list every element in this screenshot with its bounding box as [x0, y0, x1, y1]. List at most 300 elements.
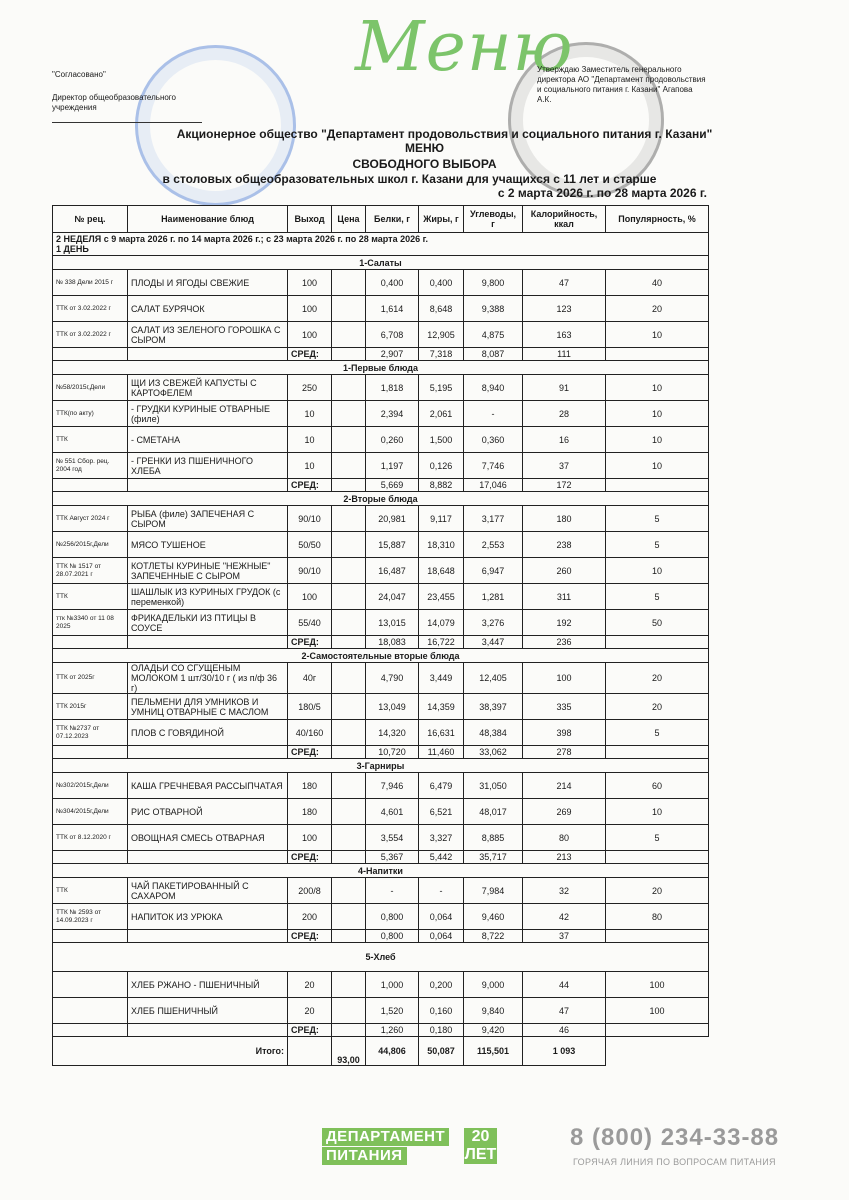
average-row	[53, 851, 709, 864]
popularity: 20	[606, 663, 709, 694]
fat: 0,160	[419, 998, 464, 1024]
week-label	[53, 233, 709, 256]
portion: 200/8	[288, 878, 332, 904]
document-title: МЕНЮ	[404, 141, 445, 155]
dish-name: САЛАТ ИЗ ЗЕЛЕНОГО ГОРОШКА С СЫРОМ	[128, 322, 288, 348]
average-protein: 18,083	[366, 636, 419, 649]
section-title: 3-Гарниры	[53, 759, 709, 773]
average-label: СРЕД:	[288, 479, 332, 492]
average-calories: 213	[523, 851, 606, 864]
average-fat: 16,722	[419, 636, 464, 649]
protein: -	[366, 878, 419, 904]
carbs: 9,800	[464, 270, 523, 296]
table-header-row	[53, 206, 709, 233]
average-label: СРЕД:	[288, 851, 332, 864]
portion: 10	[288, 427, 332, 453]
portion: 55/40	[288, 610, 332, 636]
protein: 16,487	[366, 558, 419, 584]
fat: -	[419, 878, 464, 904]
protein: 1,197	[366, 453, 419, 479]
popularity: 20	[606, 878, 709, 904]
portion: 90/10	[288, 558, 332, 584]
dish-name: САЛАТ БУРЯЧОК	[128, 296, 288, 322]
protein: 0,400	[366, 270, 419, 296]
average-row	[53, 930, 709, 943]
dish-name: РИС ОТВАРНОЙ	[128, 799, 288, 825]
total-fat: 50,087	[419, 1037, 464, 1066]
portion: 100	[288, 584, 332, 610]
popularity: 5	[606, 532, 709, 558]
carbs: 8,885	[464, 825, 523, 851]
carbs: 2,553	[464, 532, 523, 558]
approval-right	[537, 65, 707, 105]
empty-cell	[128, 1024, 288, 1037]
empty-cell	[332, 348, 366, 361]
popularity: 80	[606, 904, 709, 930]
section-row	[53, 361, 709, 375]
calories: 47	[523, 998, 606, 1024]
protein: 1,520	[366, 998, 419, 1024]
recipe-number: №304/2015г,Дели	[53, 799, 128, 825]
fat: 3,327	[419, 825, 464, 851]
recipe-number: №58/2015г,Дели	[53, 375, 128, 401]
calories: 335	[523, 694, 606, 720]
dish-name: - ГРЕНКИ ИЗ ПШЕНИЧНОГО ХЛЕБА	[128, 453, 288, 479]
protein: 2,394	[366, 401, 419, 427]
hotline-phone: 8 (800) 234-33-88	[570, 1124, 780, 1151]
recipe-number: ТТК № 1517 от 28.07.2021 г	[53, 558, 128, 584]
popularity: 20	[606, 296, 709, 322]
empty-cell	[332, 636, 366, 649]
price	[332, 972, 366, 998]
price	[332, 998, 366, 1024]
portion: 180	[288, 799, 332, 825]
carbs: 7,746	[464, 453, 523, 479]
table-row	[53, 663, 709, 694]
empty-cell	[128, 746, 288, 759]
protein: 15,887	[366, 532, 419, 558]
table-row	[53, 584, 709, 610]
empty-cell	[128, 851, 288, 864]
carbs: 1,281	[464, 584, 523, 610]
recipe-number: ТТК 2015г	[53, 694, 128, 720]
carbs: 4,875	[464, 322, 523, 348]
dish-name: - ГРУДКИ КУРИНЫЕ ОТВАРНЫЕ (филе)	[128, 401, 288, 427]
price	[332, 904, 366, 930]
price	[332, 453, 366, 479]
empty-cell	[53, 1024, 128, 1037]
price	[332, 322, 366, 348]
logo-line-1: ДЕПАРТАМЕНТ	[322, 1128, 449, 1146]
carbs: 31,050	[464, 773, 523, 799]
recipe-number: №256/2015г,Дели	[53, 532, 128, 558]
price	[332, 694, 366, 720]
dish-name: НАПИТОК ИЗ УРЮКА	[128, 904, 288, 930]
average-row	[53, 636, 709, 649]
average-label: СРЕД:	[288, 348, 332, 361]
approval-label: "Согласовано"	[52, 70, 106, 79]
price	[332, 270, 366, 296]
table-row	[53, 799, 709, 825]
portion: 100	[288, 825, 332, 851]
protein: 1,614	[366, 296, 419, 322]
table-row	[53, 296, 709, 322]
empty-cell	[332, 930, 366, 943]
recipe-number: ТТК(по акту)	[53, 401, 128, 427]
empty-cell	[332, 851, 366, 864]
recipe-number: ТТК от 3.02.2022 г	[53, 322, 128, 348]
calories: 100	[523, 663, 606, 694]
logo-line-2: ПИТАНИЯ	[322, 1147, 407, 1165]
portion: 20	[288, 972, 332, 998]
table-row	[53, 375, 709, 401]
average-calories: 172	[523, 479, 606, 492]
empty-cell	[606, 479, 709, 492]
empty-cell	[606, 851, 709, 864]
fat: 18,648	[419, 558, 464, 584]
portion: 250	[288, 375, 332, 401]
fat: 3,449	[419, 663, 464, 694]
portion: 100	[288, 270, 332, 296]
signature-line	[52, 122, 202, 123]
section-title: 4-Напитки	[53, 864, 709, 878]
price	[332, 610, 366, 636]
empty-cell	[53, 930, 128, 943]
empty-cell	[606, 930, 709, 943]
popularity: 10	[606, 322, 709, 348]
table-row	[53, 998, 709, 1024]
fat: 5,195	[419, 375, 464, 401]
average-row	[53, 479, 709, 492]
average-calories: 46	[523, 1024, 606, 1037]
section-row	[53, 492, 709, 506]
price	[332, 532, 366, 558]
fat: 1,500	[419, 427, 464, 453]
price	[332, 720, 366, 746]
dish-name: - СМЕТАНА	[128, 427, 288, 453]
popularity: 10	[606, 427, 709, 453]
table-row	[53, 972, 709, 998]
column-header: Углеводы, г	[464, 206, 523, 233]
popularity: 10	[606, 401, 709, 427]
calories: 91	[523, 375, 606, 401]
calories: 269	[523, 799, 606, 825]
popularity: 40	[606, 270, 709, 296]
total-kcal: 1 093	[523, 1037, 606, 1066]
carbs: 9,460	[464, 904, 523, 930]
average-carbs: 17,046	[464, 479, 523, 492]
table-row	[53, 720, 709, 746]
carbs: 9,840	[464, 998, 523, 1024]
fat: 12,905	[419, 322, 464, 348]
protein: 7,946	[366, 773, 419, 799]
carbs: 48,017	[464, 799, 523, 825]
average-protein: 0,800	[366, 930, 419, 943]
document-audience: в столовых общеобразовательных школ г. Казани для учащихся с 11 лет и старше	[162, 172, 657, 186]
empty-cell	[332, 1024, 366, 1037]
calories: 16	[523, 427, 606, 453]
dish-name: ПЕЛЬМЕНИ ДЛЯ УМНИКОВ И УМНИЦ ОТВАРНЫЕ С МАСЛОМ	[128, 694, 288, 720]
table-row	[53, 878, 709, 904]
popularity: 100	[606, 998, 709, 1024]
recipe-number: № 551 Сбор. рец. 2004 год	[53, 453, 128, 479]
table-row	[53, 558, 709, 584]
protein: 24,047	[366, 584, 419, 610]
recipe-number	[53, 998, 128, 1024]
portion: 90/10	[288, 506, 332, 532]
empty-cell	[288, 1037, 332, 1066]
section-row	[53, 256, 709, 270]
average-protein: 1,260	[366, 1024, 419, 1037]
average-carbs: 3,447	[464, 636, 523, 649]
carbs: 3,177	[464, 506, 523, 532]
fat: 0,400	[419, 270, 464, 296]
average-protein: 2,907	[366, 348, 419, 361]
fat: 6,521	[419, 799, 464, 825]
empty-cell	[332, 746, 366, 759]
empty-cell	[606, 636, 709, 649]
dish-name: МЯСО ТУШЕНОЕ	[128, 532, 288, 558]
approval-right-name: Агапова А.К.	[537, 85, 693, 104]
average-row	[53, 746, 709, 759]
average-fat: 0,064	[419, 930, 464, 943]
logo-badge: 20 ЛЕТ	[464, 1128, 497, 1163]
dish-name: ЧАЙ ПАКЕТИРОВАННЫЙ С САХАРОМ	[128, 878, 288, 904]
column-header: Калорийность, ккал	[523, 206, 606, 233]
recipe-number: №302/2015г,Дели	[53, 773, 128, 799]
average-label: СРЕД:	[288, 636, 332, 649]
calories: 192	[523, 610, 606, 636]
average-fat: 7,318	[419, 348, 464, 361]
recipe-number: ТТК № 2593 от 14.09.2023 г	[53, 904, 128, 930]
portion: 180	[288, 773, 332, 799]
protein: 13,015	[366, 610, 419, 636]
column-header: Популярность, %	[606, 206, 709, 233]
protein: 4,790	[366, 663, 419, 694]
dish-name: ШАШЛЫК ИЗ КУРИНЫХ ГРУДОК (с переменкой)	[128, 584, 288, 610]
section-row	[53, 759, 709, 773]
average-calories: 278	[523, 746, 606, 759]
dish-name: ОВОЩНАЯ СМЕСЬ ОТВАРНАЯ	[128, 825, 288, 851]
table-row	[53, 610, 709, 636]
portion: 50/50	[288, 532, 332, 558]
portion: 200	[288, 904, 332, 930]
fat: 2,061	[419, 401, 464, 427]
recipe-number: ТТК	[53, 878, 128, 904]
portion: 10	[288, 401, 332, 427]
total-row	[53, 1037, 709, 1066]
calories: 238	[523, 532, 606, 558]
table-row	[53, 904, 709, 930]
recipe-number: ТТК	[53, 427, 128, 453]
price	[332, 799, 366, 825]
fat: 8,648	[419, 296, 464, 322]
column-header: Цена	[332, 206, 366, 233]
empty-cell	[128, 348, 288, 361]
dish-name: ХЛЕБ ПШЕНИЧНЫЙ	[128, 998, 288, 1024]
recipe-number: № 338 Дели 2015 г	[53, 270, 128, 296]
day-label: 1 ДЕНЬ	[56, 244, 89, 254]
section-row	[53, 943, 709, 972]
calories: 311	[523, 584, 606, 610]
recipe-number	[53, 972, 128, 998]
total-label: Итого:	[53, 1037, 288, 1066]
fat: 9,117	[419, 506, 464, 532]
portion: 100	[288, 296, 332, 322]
dish-name: КОТЛЕТЫ КУРИНЫЕ "НЕЖНЫЕ" ЗАПЕЧЕННЫЕ С СЫРОМ	[128, 558, 288, 584]
empty-cell	[606, 348, 709, 361]
carbs: 48,384	[464, 720, 523, 746]
column-header: Выход	[288, 206, 332, 233]
recipe-number: ттк №3340 от 11 08 2025	[53, 610, 128, 636]
calories: 163	[523, 322, 606, 348]
week-text: 2 НЕДЕЛЯ с 9 марта 2026 г. по 14 марта 2026 г.; с 23 марта 2026 г. по 28 марта 2026 г.	[56, 234, 428, 244]
recipe-number: ТТК Август 2024 г	[53, 506, 128, 532]
protein: 14,320	[366, 720, 419, 746]
empty-cell	[53, 479, 128, 492]
dish-name: ПЛОВ С ГОВЯДИНОЙ	[128, 720, 288, 746]
total-carbs: 115,501	[464, 1037, 523, 1066]
fat: 0,064	[419, 904, 464, 930]
empty-cell	[606, 1024, 709, 1037]
portion: 10	[288, 453, 332, 479]
carbs: 9,000	[464, 972, 523, 998]
section-title: 1-Салаты	[53, 256, 709, 270]
popularity: 10	[606, 453, 709, 479]
calories: 260	[523, 558, 606, 584]
protein: 0,260	[366, 427, 419, 453]
table-row	[53, 694, 709, 720]
calories: 42	[523, 904, 606, 930]
approval-position: Директор общеобразовательного учреждения	[52, 93, 176, 112]
table-row	[53, 270, 709, 296]
protein: 20,981	[366, 506, 419, 532]
average-carbs: 33,062	[464, 746, 523, 759]
total-protein: 44,806	[366, 1037, 419, 1066]
department-logo	[322, 1128, 497, 1166]
fat: 0,126	[419, 453, 464, 479]
carbs: 9,388	[464, 296, 523, 322]
carbs: -	[464, 401, 523, 427]
fat: 18,310	[419, 532, 464, 558]
average-row	[53, 348, 709, 361]
average-label: СРЕД:	[288, 930, 332, 943]
dish-name: ФРИКАДЕЛЬКИ ИЗ ПТИЦЫ В СОУСЕ	[128, 610, 288, 636]
empty-cell	[128, 479, 288, 492]
carbs: 6,947	[464, 558, 523, 584]
empty-cell	[128, 636, 288, 649]
popularity: 10	[606, 375, 709, 401]
dish-name: КАША ГРЕЧНЕВАЯ РАССЫПЧАТАЯ	[128, 773, 288, 799]
organization-name: Акционерное общество "Департамент продовольствия и социального питания г. Казани"	[176, 127, 713, 141]
section-title: 5-Хлеб	[53, 943, 709, 972]
week-row	[53, 233, 709, 256]
popularity: 5	[606, 825, 709, 851]
average-carbs: 8,087	[464, 348, 523, 361]
fat: 14,359	[419, 694, 464, 720]
carbs: 8,940	[464, 375, 523, 401]
section-row	[53, 649, 709, 663]
price	[332, 584, 366, 610]
dish-name: ХЛЕБ РЖАНО - ПШЕНИЧНЫЙ	[128, 972, 288, 998]
recipe-number: ТТК №2737 от 07.12.2023	[53, 720, 128, 746]
document-subtitle: СВОБОДНОГО ВЫБОРА	[352, 157, 497, 171]
popularity: 5	[606, 506, 709, 532]
price	[332, 878, 366, 904]
section-title: 2-Вторые блюда	[53, 492, 709, 506]
average-calories: 37	[523, 930, 606, 943]
average-carbs: 8,722	[464, 930, 523, 943]
table-row	[53, 322, 709, 348]
average-carbs: 9,420	[464, 1024, 523, 1037]
table-row	[53, 453, 709, 479]
portion: 40г	[288, 663, 332, 694]
fat: 16,631	[419, 720, 464, 746]
average-calories: 111	[523, 348, 606, 361]
dish-name: РЫБА (филе) ЗАПЕЧЕНАЯ С СЫРОМ	[128, 506, 288, 532]
protein: 4,601	[366, 799, 419, 825]
recipe-number: ТТК от 3.02.2022 г	[53, 296, 128, 322]
popularity: 60	[606, 773, 709, 799]
calories: 47	[523, 270, 606, 296]
section-title: 2-Самостоятельные вторые блюда	[53, 649, 709, 663]
carbs: 7,984	[464, 878, 523, 904]
average-protein: 10,720	[366, 746, 419, 759]
recipe-number: ТТК от 2025г	[53, 663, 128, 694]
table-row	[53, 401, 709, 427]
empty-cell	[332, 479, 366, 492]
table-row	[53, 506, 709, 532]
empty-cell	[53, 348, 128, 361]
table-row	[53, 773, 709, 799]
calories: 123	[523, 296, 606, 322]
section-row	[53, 864, 709, 878]
calories: 32	[523, 878, 606, 904]
protein: 1,818	[366, 375, 419, 401]
carbs: 3,276	[464, 610, 523, 636]
fat: 23,455	[419, 584, 464, 610]
dish-name: ПЛОДЫ И ЯГОДЫ СВЕЖИЕ	[128, 270, 288, 296]
carbs: 0,360	[464, 427, 523, 453]
portion: 100	[288, 322, 332, 348]
popularity: 5	[606, 584, 709, 610]
column-header: Наименование блюд	[128, 206, 288, 233]
carbs: 12,405	[464, 663, 523, 694]
portion: 180/5	[288, 694, 332, 720]
price	[332, 773, 366, 799]
protein: 6,708	[366, 322, 419, 348]
empty-cell	[606, 1037, 709, 1066]
carbs: 38,397	[464, 694, 523, 720]
hotline-caption: ГОРЯЧАЯ ЛИНИЯ ПО ВОПРОСАМ ПИТАНИЯ	[573, 1157, 776, 1167]
price	[332, 296, 366, 322]
average-fat: 0,180	[419, 1024, 464, 1037]
average-protein: 5,669	[366, 479, 419, 492]
menu-table	[52, 205, 709, 1066]
price	[332, 558, 366, 584]
popularity: 20	[606, 694, 709, 720]
average-protein: 5,367	[366, 851, 419, 864]
calories: 80	[523, 825, 606, 851]
fat: 6,479	[419, 773, 464, 799]
popularity: 10	[606, 558, 709, 584]
average-label: СРЕД:	[288, 1024, 332, 1037]
price	[332, 663, 366, 694]
total-price: 93,00	[332, 1037, 366, 1066]
average-fat: 11,460	[419, 746, 464, 759]
approval-right-text: Утверждаю Заместитель генерального директора АО "Департамент продовольствия и социального питания г. Казани"	[537, 65, 706, 94]
average-label: СРЕД:	[288, 746, 332, 759]
